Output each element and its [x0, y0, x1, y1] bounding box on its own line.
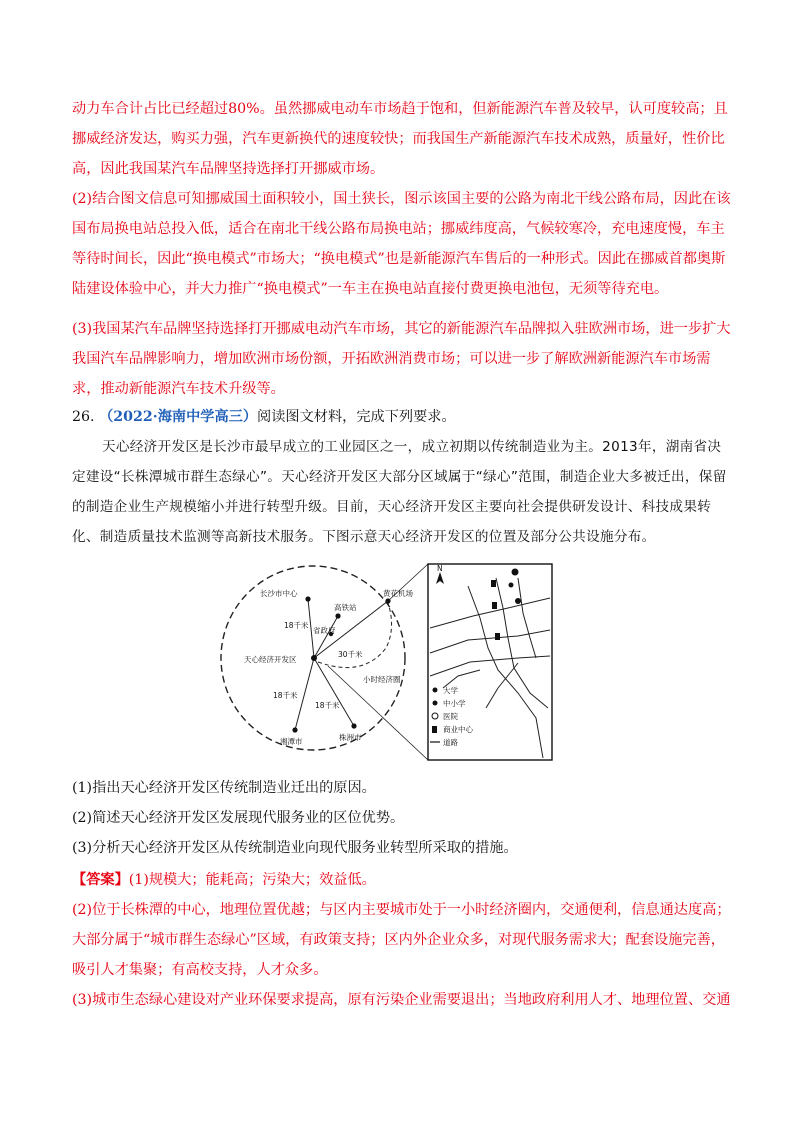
xiangtan-point	[292, 727, 297, 732]
answer-prev-paragraph-2: (2)结合图文信息可知挪威国土面积较小，国土狭长，图示该国主要的公路为南北干线公路布局，因此在该国布局换电站总投入低，适合在南北干线公路布局换电站；挪威纬度高，气候较寒冷，充电速度慢，车主等待时间长，因此“换电模式”市场大；“换电模式”也是新能源汽车售后的一种形式。因此在挪威首都奥斯陆建设体验中心，并大力推广“换电模式”一车主在换电站直接付费更换电池包，无须等待充电。	[72, 191, 731, 297]
commercial-icon	[495, 633, 500, 640]
north-label: N	[437, 564, 443, 573]
legend-school: 中小学	[443, 699, 466, 708]
legend-commercial-icon	[432, 726, 437, 733]
answer-prev-paragraph-3: (3)我国某汽车品牌坚持选择打开挪威电动汽车市场，其它的新能源汽车品牌拟入驻欧洲市场，进一步扩大我国汽车品牌影响力，增加欧洲市场份额，开拓欧洲消费市场；可以进一步了解欧洲新能源汽车市场需求，推动新能源汽车技术升级等。	[72, 321, 731, 397]
zone-point	[311, 655, 317, 661]
legend-university-icon	[433, 688, 438, 693]
university-icon	[512, 569, 519, 576]
answer-2: (2)位于长株潭的中心，地理位置优越；与区内主要城市处于一小时经济圈内，交通便利，信息通达度高；大部分属于“城市群生态绿心”区域，有政策支持；区内外企业众多，对现代服务需求大；配套设施完善，吸引人才集聚；有高校支持，人才众多。	[72, 902, 731, 978]
hospital-icon	[509, 583, 514, 588]
label-city-center: 长沙市中心	[260, 589, 298, 598]
legend-commercial: 商业中心	[443, 725, 473, 734]
commercial-icon	[492, 602, 497, 609]
legend-road: 道路	[443, 738, 458, 747]
road-to-rail	[314, 616, 338, 658]
question-1: (1)指出天心经济开发区传统制造业迁出的原因。	[72, 780, 376, 796]
question-prompt: 阅读图文材料，完成下列要求。	[257, 409, 456, 425]
question-source: （2022·海南中学高三）	[99, 409, 258, 425]
location-map-figure	[218, 558, 563, 770]
question-2: (2)简述天心经济开发区发展现代服务业的区位优势。	[72, 810, 405, 826]
school-icon	[515, 598, 521, 604]
question-3: (3)分析天心经济开发区从传统制造业向现代服务业转型所采取的措施。	[72, 840, 518, 856]
road-to-zhuzhou	[314, 658, 354, 726]
answer-3: (3)城市生态绿心建设对产业环保要求提高，原有污染企业需要退出；当地政府利用人才、地理位置、交通	[72, 992, 731, 1008]
legend-university: 大学	[443, 686, 458, 695]
location-map-svg	[218, 558, 563, 770]
label-zhuzhou: 株洲市	[339, 733, 362, 742]
answer-1-line	[72, 865, 732, 895]
label-dist-1: 18千米	[284, 621, 309, 630]
label-zone: 天心经济开发区	[244, 655, 297, 664]
question-number: 26.	[72, 409, 95, 425]
label-circle: 小时经济圈	[363, 675, 401, 684]
zhuzhou-point	[351, 723, 356, 728]
rail-station-point	[335, 613, 340, 618]
label-xiangtan: 湘潭市	[280, 737, 303, 746]
commercial-icon	[491, 580, 496, 587]
legend-hospital: 医院	[443, 712, 458, 721]
label-dist-4: 18千米	[315, 701, 340, 710]
city-center-point	[305, 596, 310, 601]
road-to-xiangtan	[295, 658, 314, 730]
question-material: 天心经济开发区是长沙市最早成立的工业园区之一，成立初期以传统制造业为主。2013年，湖南省决定建设“长株潭城市群生态绿心”。天心经济开发区大部分区域属于“绿心”范围，制造企业大多被迁出，保留的制造企业生产规模缩小并进行转型升级。目前，天心经济开发区主要向社会提供研发设计、科技成果转化、制造质量技术监测等高新技术服务。下图示意天心经济开发区的位置及部分公共设施分布。	[72, 439, 727, 545]
label-gov: 省政府	[313, 626, 336, 635]
label-dist-3: 18千米	[273, 691, 298, 700]
answer-prev-paragraph-1: 动力车合计占比已经超过80%。虽然挪威电动车市场趋于饱和，但新能源汽车普及较早，认可度较高；且挪威经济发达，购买力强，汽车更新换代的速度较快；而我国生产新能源汽车技术成熟，质量好，性价比高，因此我国某汽车品牌坚持选择打开挪威市场。	[72, 101, 728, 177]
answer-1: (1)规模大；能耗高；污染大；效益低。	[128, 872, 376, 888]
question-header	[72, 402, 732, 432]
label-rail-station: 高铁站	[334, 603, 357, 612]
label-airport: 黄花机场	[383, 589, 413, 598]
legend-school-icon	[433, 701, 438, 706]
label-dist-2: 30千米	[338, 650, 363, 659]
airport-point	[385, 598, 390, 603]
answer-tag: 【答案】	[72, 872, 129, 888]
